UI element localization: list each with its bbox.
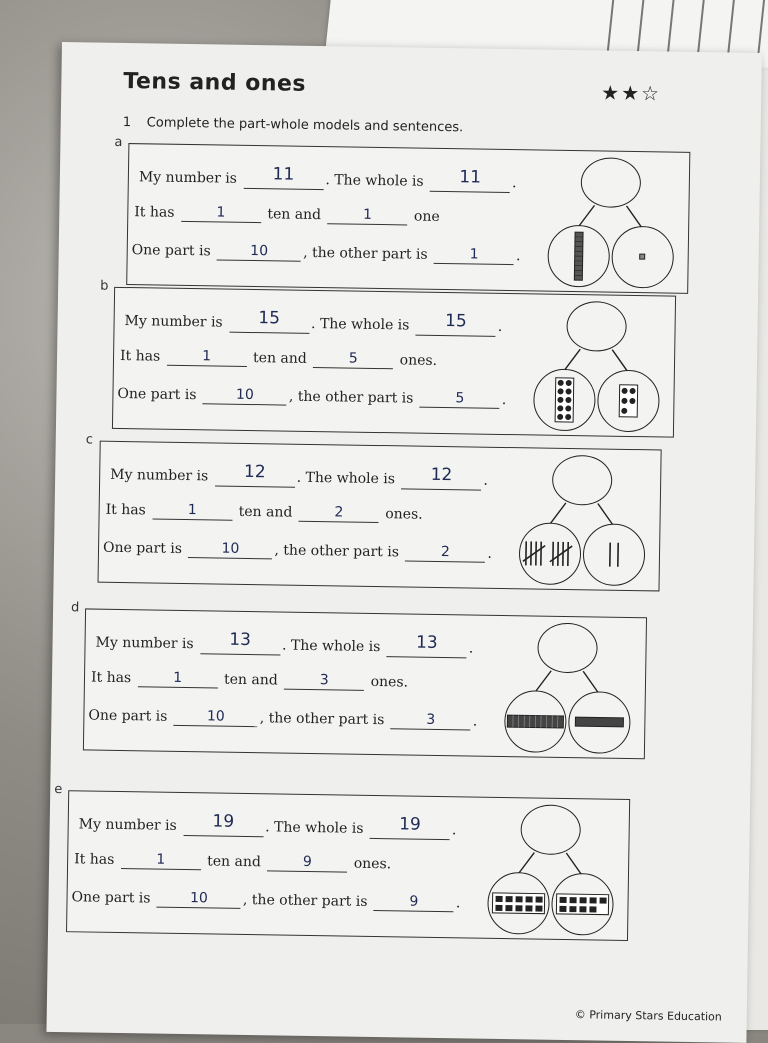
part-circle-left	[487, 872, 550, 935]
part-circle-left	[533, 368, 596, 431]
my-number-label: My number is	[79, 816, 177, 834]
answer-blank[interactable]	[183, 815, 263, 837]
answer-blank[interactable]	[391, 712, 471, 730]
handwritten-answer: 1	[188, 502, 197, 518]
handwritten-answer: 15	[445, 311, 467, 331]
part-circle-right	[583, 523, 646, 586]
answer-blank[interactable]	[284, 673, 364, 691]
period: .	[498, 319, 503, 335]
page-title: Tens and ones	[123, 69, 306, 97]
handwritten-answer: 12	[431, 465, 453, 485]
handwritten-answer: 1	[173, 670, 182, 686]
part-letter: a	[114, 135, 122, 150]
part-letter: d	[71, 600, 80, 615]
handwritten-answer: 1	[470, 246, 479, 262]
answer-blank[interactable]	[167, 349, 247, 367]
answer-blank[interactable]	[401, 468, 481, 490]
one-part-label: One part is	[132, 242, 211, 259]
period: .	[502, 392, 507, 408]
part-circle-right	[611, 226, 674, 289]
it-has-label: It has	[120, 348, 160, 365]
whole-label: . The whole is	[265, 819, 364, 837]
handwritten-answer: 1	[156, 852, 165, 868]
answer-blank[interactable]	[203, 387, 287, 405]
worksheet-page	[46, 42, 761, 1043]
handwritten-answer: 3	[426, 712, 435, 728]
ten-and-label: ten and	[224, 672, 278, 689]
difficulty-stars: ★★☆	[601, 80, 661, 105]
my-number-line	[95, 632, 473, 659]
it-has-line	[74, 851, 391, 873]
one-part-label: One part is	[117, 386, 196, 403]
handwritten-answer: 5	[455, 390, 464, 406]
whole-label: . The whole is	[325, 172, 424, 190]
ones-word: ones.	[354, 856, 392, 873]
one-part-line	[117, 386, 506, 409]
ones-word: one	[414, 209, 440, 225]
one-part-line	[71, 889, 460, 912]
answer-blank[interactable]	[217, 243, 301, 261]
answer-blank[interactable]	[188, 541, 272, 559]
my-number-label: My number is	[110, 467, 208, 485]
answer-blank[interactable]	[434, 247, 514, 265]
part-letter: c	[86, 432, 93, 447]
other-part-label: , the other part is	[289, 389, 414, 407]
handwritten-answer: 9	[303, 854, 312, 870]
handwritten-answer: 1	[202, 348, 211, 364]
answer-blank[interactable]	[200, 633, 280, 655]
exercise-box-a	[126, 143, 690, 294]
handwritten-answer: 10	[190, 890, 208, 906]
it-has-line	[120, 348, 437, 370]
it-has-line	[91, 670, 408, 692]
part-letter: b	[100, 279, 109, 294]
it-has-label: It has	[106, 502, 146, 519]
part-circle-right	[597, 369, 660, 432]
other-part-label: , the other part is	[274, 542, 399, 560]
answer-blank[interactable]	[174, 709, 258, 727]
period: .	[483, 473, 488, 489]
exercise-box-c	[98, 441, 662, 592]
answer-blank[interactable]	[243, 168, 323, 190]
it-has-label: It has	[74, 851, 114, 868]
handwritten-answer: 15	[258, 308, 280, 328]
ones-word: ones.	[371, 674, 409, 691]
handwritten-answer: 10	[207, 708, 225, 724]
one-part-line	[88, 707, 477, 730]
ten-and-label: ten and	[207, 853, 261, 870]
period: .	[452, 822, 457, 838]
handwritten-answer: 11	[459, 167, 481, 187]
one-part-label: One part is	[88, 707, 167, 724]
part-circle-left	[519, 522, 582, 585]
handwritten-answer: 1	[216, 204, 225, 220]
handwritten-answer: 10	[250, 243, 268, 259]
answer-blank[interactable]	[416, 315, 496, 337]
part-circle-right	[568, 691, 631, 754]
answer-blank[interactable]	[157, 891, 241, 909]
answer-blank[interactable]	[370, 818, 450, 840]
period: .	[469, 640, 474, 656]
part-whole-model	[547, 157, 679, 289]
handwritten-answer: 3	[320, 672, 329, 688]
other-part-label: , the other part is	[260, 710, 385, 728]
period: .	[487, 546, 492, 562]
answer-blank[interactable]	[374, 894, 454, 912]
handwritten-answer: 10	[221, 541, 239, 557]
period: .	[456, 895, 461, 911]
one-part-line	[103, 540, 492, 563]
ten-and-label: ten and	[267, 206, 321, 223]
answer-blank[interactable]	[137, 670, 217, 688]
other-part-label: , the other part is	[243, 892, 368, 910]
handwritten-answer: 13	[229, 630, 251, 650]
handwritten-answer: 5	[349, 351, 358, 367]
ones-word: ones.	[400, 352, 438, 369]
answer-blank[interactable]	[430, 171, 510, 193]
answer-blank[interactable]	[229, 312, 309, 334]
answer-blank[interactable]	[152, 502, 232, 520]
period: .	[512, 175, 517, 191]
answer-blank[interactable]	[267, 854, 347, 872]
other-part-label: , the other part is	[303, 245, 428, 263]
whole-label: . The whole is	[297, 470, 396, 488]
my-number-label: My number is	[124, 313, 222, 331]
part-circle-left	[547, 225, 610, 288]
answer-blank[interactable]	[313, 351, 393, 369]
handwritten-answer: 2	[334, 504, 343, 520]
question-number: 1	[123, 115, 132, 130]
exercise-box-b	[112, 287, 676, 438]
handwritten-answer: 19	[212, 811, 234, 831]
exercise-box-e	[66, 790, 630, 941]
part-circle-right	[551, 873, 614, 936]
answer-blank[interactable]	[181, 205, 261, 223]
handwritten-answer: 10	[236, 387, 254, 403]
part-whole-model	[519, 454, 651, 586]
copyright: © Primary Stars Education	[575, 1008, 722, 1023]
handwritten-answer: 9	[409, 894, 418, 910]
my-number-label: My number is	[139, 169, 237, 187]
part-whole-model	[487, 804, 619, 936]
period: .	[473, 714, 478, 730]
ten-and-label: ten and	[239, 504, 293, 521]
my-number-label: My number is	[95, 635, 193, 653]
handwritten-answer: 11	[272, 164, 294, 184]
one-part-label: One part is	[71, 889, 150, 906]
handwritten-answer: 12	[244, 462, 266, 482]
question-text: Complete the part-whole models and sentences.	[147, 115, 464, 135]
it-has-line	[106, 502, 423, 524]
my-number-line	[79, 813, 457, 840]
handwritten-answer: 2	[441, 544, 450, 560]
exercise-box-d	[83, 608, 647, 759]
ten-and-label: ten and	[253, 350, 307, 367]
part-circle-left	[504, 690, 567, 753]
answer-blank[interactable]	[299, 505, 379, 523]
it-has-label: It has	[134, 204, 174, 221]
period: .	[516, 248, 521, 264]
one-part-label: One part is	[103, 540, 182, 557]
whole-label: . The whole is	[282, 638, 381, 656]
ones-word: ones.	[385, 506, 423, 523]
handwritten-answer: 1	[363, 207, 372, 223]
my-number-line	[124, 310, 502, 337]
part-whole-model	[504, 622, 636, 754]
my-number-line	[139, 166, 517, 193]
part-whole-model	[533, 300, 665, 432]
one-part-line	[132, 242, 521, 265]
answer-blank[interactable]	[121, 852, 201, 870]
handwritten-answer: 13	[416, 633, 438, 653]
my-number-line	[110, 464, 488, 491]
handwritten-answer: 19	[399, 814, 421, 834]
answer-blank[interactable]	[215, 465, 295, 487]
part-letter: e	[54, 782, 62, 797]
answer-blank[interactable]	[387, 636, 467, 658]
it-has-label: It has	[91, 670, 131, 687]
answer-blank[interactable]	[327, 207, 407, 225]
whole-label: . The whole is	[311, 316, 410, 334]
answer-blank[interactable]	[405, 544, 485, 562]
it-has-line	[134, 204, 440, 226]
answer-blank[interactable]	[420, 391, 500, 409]
